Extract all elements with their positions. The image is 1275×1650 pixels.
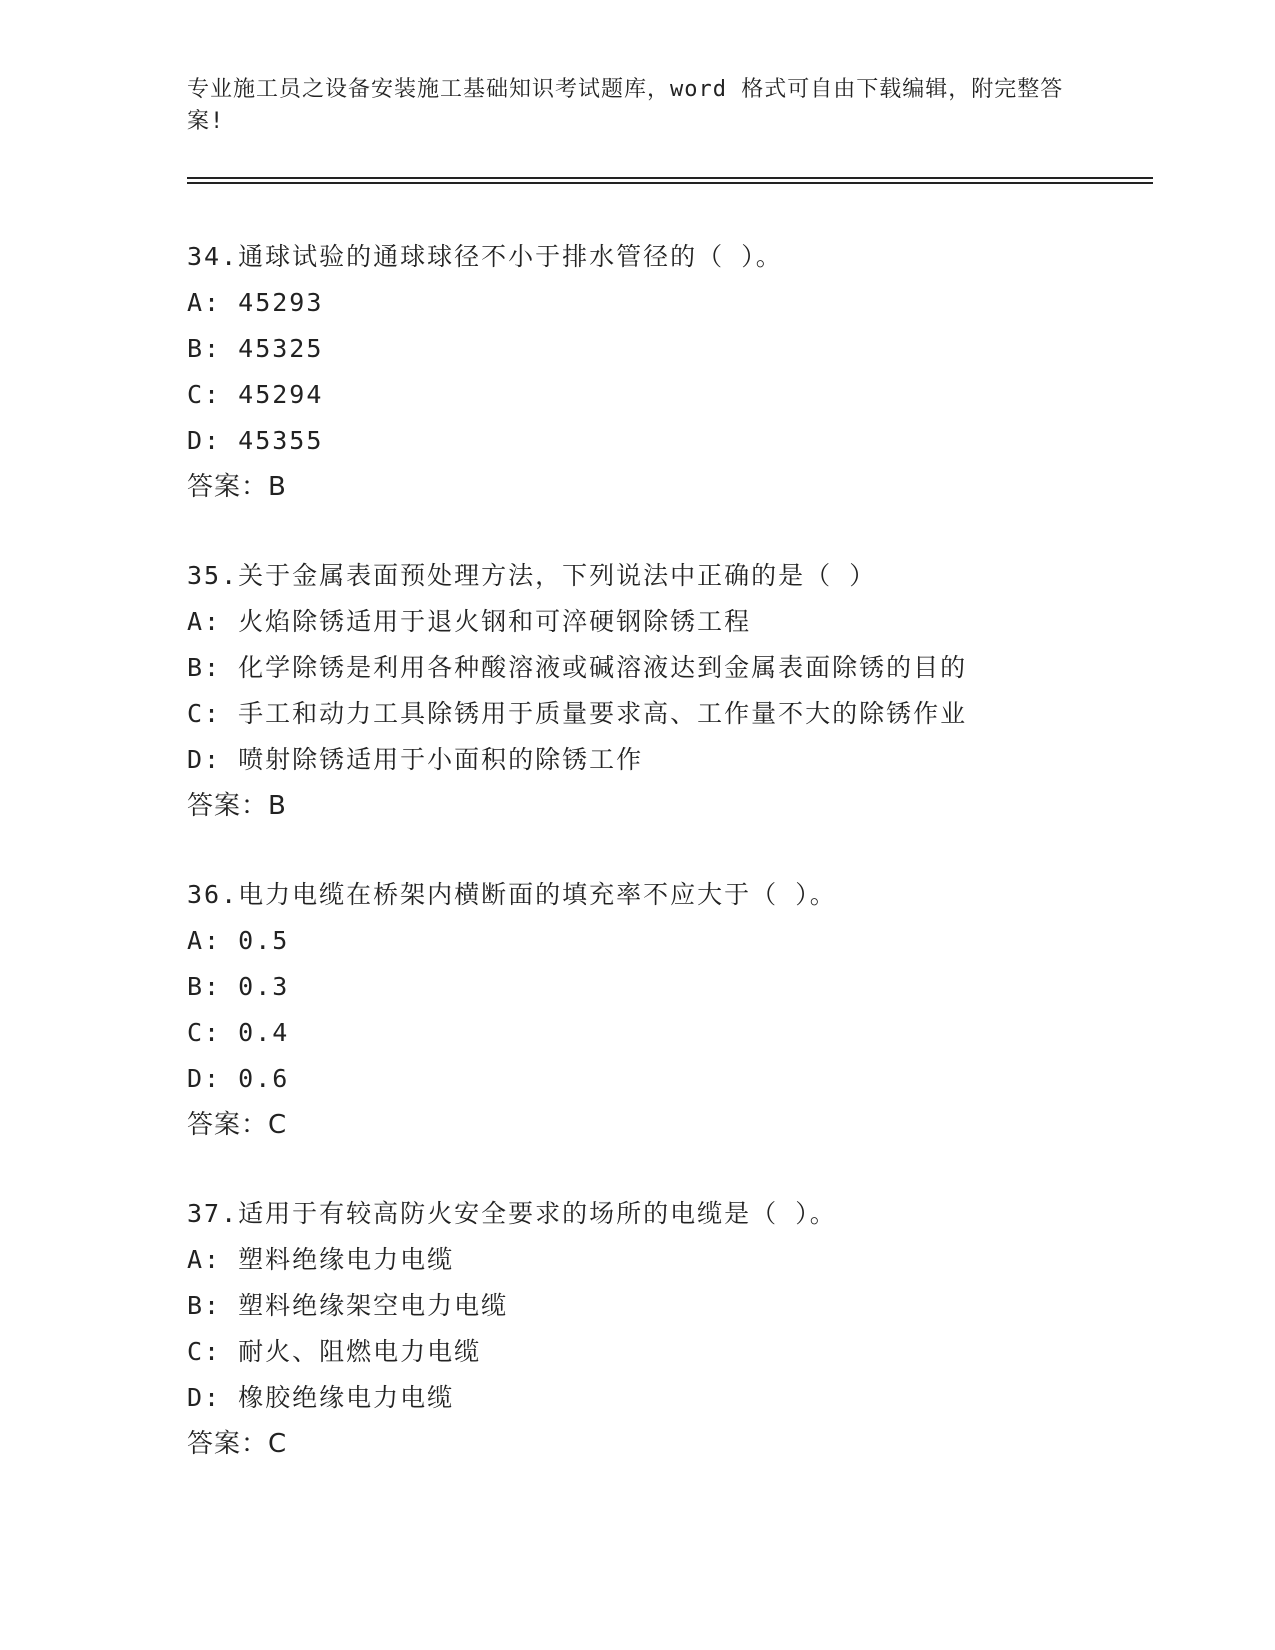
question-37	[187, 1191, 1127, 1467]
answer-line: 答案：B	[187, 791, 287, 821]
option-d: D: 喷射除锈适用于小面积的除锈工作	[187, 745, 644, 774]
option-a: A: 45293	[187, 288, 324, 317]
answer-line: 答案：C	[187, 1110, 288, 1140]
option-a: A: 火焰除锈适用于退火钢和可淬硬钢除锈工程	[187, 607, 752, 636]
question-stem: 35.关于金属表面预处理方法，下列说法中正确的是（ ）	[187, 561, 877, 590]
question-stem: 34.通球试验的通球球径不小于排水管径的（ ）。	[187, 242, 783, 271]
header-divider-bottom	[187, 182, 1153, 184]
option-a: A: 塑料绝缘电力电缆	[187, 1245, 455, 1274]
question-34	[187, 234, 1127, 510]
answer-line: 答案：C	[187, 1429, 288, 1459]
option-c: C: 45294	[187, 380, 324, 409]
option-b: B: 0.3	[187, 972, 290, 1001]
question-36	[187, 872, 1127, 1148]
option-c: C: 0.4	[187, 1018, 290, 1047]
option-c: C: 手工和动力工具除锈用于质量要求高、工作量不大的除锈作业	[187, 699, 968, 728]
option-c: C: 耐火、阻燃电力电缆	[187, 1337, 482, 1366]
option-d: D: 45355	[187, 426, 324, 455]
question-stem: 36.电力电缆在桥架内横断面的填充率不应大于（ ）。	[187, 880, 837, 909]
option-b: B: 化学除锈是利用各种酸溶液或碱溶液达到金属表面除锈的目的	[187, 653, 968, 682]
answer-line: 答案：B	[187, 472, 287, 502]
option-b: B: 塑料绝缘架空电力电缆	[187, 1291, 509, 1320]
option-b: B: 45325	[187, 334, 324, 363]
option-a: A: 0.5	[187, 926, 290, 955]
option-d: D: 橡胶绝缘电力电缆	[187, 1383, 455, 1412]
question-stem: 37.适用于有较高防火安全要求的场所的电缆是（ ）。	[187, 1199, 837, 1228]
option-d: D: 0.6	[187, 1064, 290, 1093]
question-35	[187, 553, 1127, 829]
document-header-title: 专业施工员之设备安装施工基础知识考试题库，word 格式可自由下载编辑，附完整答案!	[187, 77, 1064, 134]
header-divider-top	[187, 177, 1153, 179]
